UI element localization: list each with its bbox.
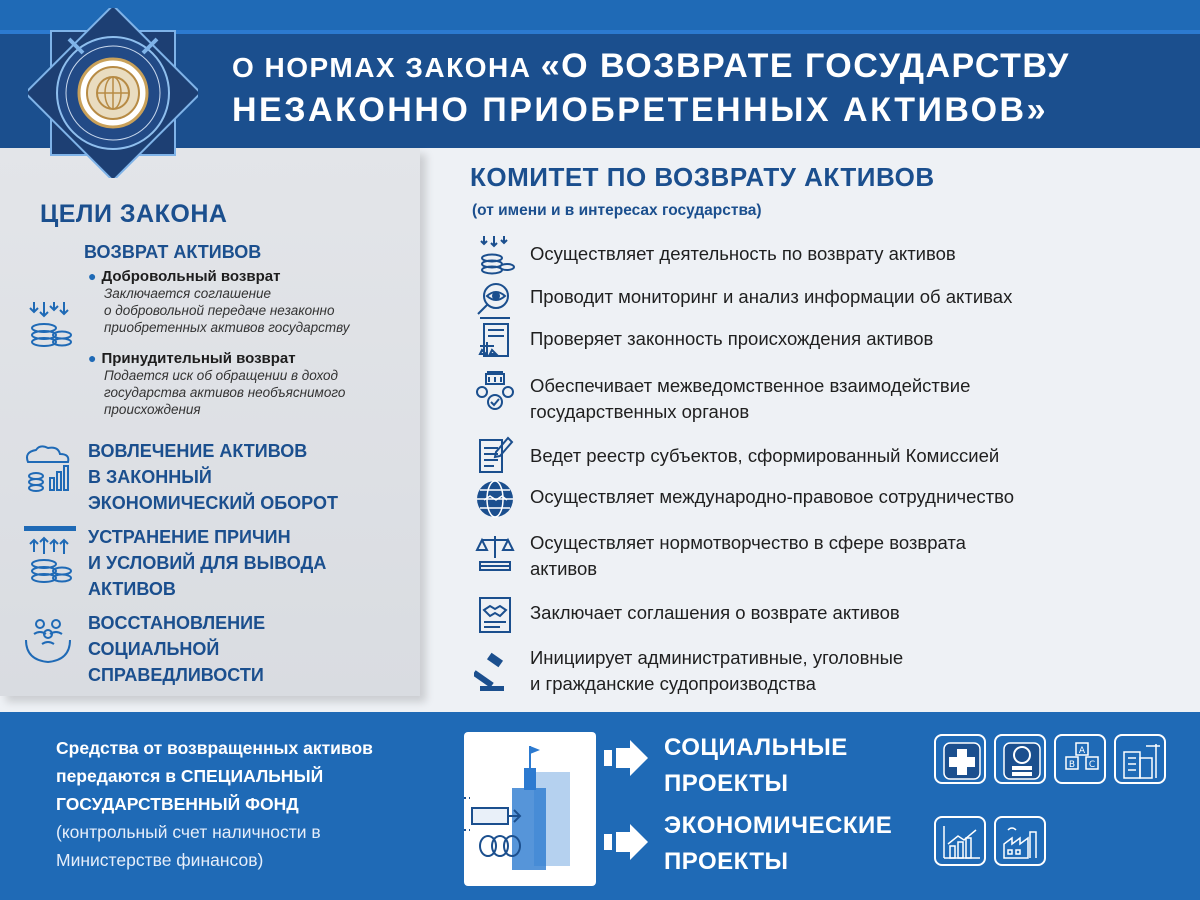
gavel-icon [474,652,516,694]
people-hands-icon [22,614,74,666]
committee-title: КОМИТЕТ ПО ВОЗВРАТУ АКТИВОВ [470,162,935,192]
function-item: Заключает соглашения о возврате активов [530,602,900,623]
svg-text:A: A [1078,746,1086,756]
voluntary-return: ● Добровольный возврат Заключается соглашение о добровольной передаче незаконно приобретенных активов государству [88,268,350,335]
return-title: ВОЗВРАТ АКТИВОВ [84,242,262,262]
outflow-icon [22,534,74,586]
function-item: Проверяет законность происхождения активов [530,328,934,349]
education-globe-icon [994,734,1046,784]
goal-justice: ВОССТАНОВЛЕНИЕ СОЦИАЛЬНОЙ СПРАВЕДЛИВОСТИ [88,613,266,685]
emblem-icon [28,8,198,178]
globe-handshake-icon [474,478,516,520]
fund-illustration [464,732,596,886]
growth-chart-icon [934,816,986,866]
coins-arrows-icon [474,234,516,276]
registry-doc-icon [474,434,516,476]
fund-band [0,712,1200,900]
goal-economy: ВОВЛЕЧЕНИЕ АКТИВОВ В ЗАКОННЫЙ ЭКОНОМИЧЕСКИЙ ОБОРОТ [88,441,338,513]
fund-note: (контрольный счет наличности в Министерстве финансов) [56,822,321,870]
function-item: Проводит мониторинг и анализ информации об активах [530,286,1013,307]
svg-text:C: C [1088,760,1096,770]
function-item: Осуществляет международно-правовое сотрудничество [530,486,1015,507]
function-item: Осуществляет нормотворчество в сфере возврата активов [530,532,966,579]
fund-text [56,734,466,874]
svg-text:B: B [1068,760,1076,770]
abc-blocks-icon [1054,734,1106,784]
coins-arrows-icon [22,298,74,350]
lawmaking-scales-icon [474,532,516,574]
fund-building-icon [464,732,596,886]
medical-cross-icon [934,734,986,784]
economy-icon [22,442,74,494]
goals-panel [0,148,420,696]
function-item: Ведет реестр субъектов, сформированный Комиссией [530,445,1000,466]
committee-subtitle: (от имени и в интересах государства) [472,202,762,219]
forced-head: Принудительный возврат [101,350,296,367]
function-item: Обеспечивает межведомственное взаимодействие государственных органов [530,375,971,422]
forced-return: ● Принудительный возврат Подается иск об обращении в доход государства активов необъяснимого происхождения [88,350,346,417]
title-line-2: НЕЗАКОННО ПРИОБРЕТЕННЫХ АКТИВОВ» [232,91,1049,129]
function-item: Осуществляет деятельность по возврату активов [530,243,956,264]
arrow-right-icon [604,738,650,778]
forced-desc: Подается иск об обращении в доход государства активов необъяснимого происхождения [104,368,346,417]
voluntary-desc: Заключается соглашение о добровольной передаче незаконно приобретенных активов государству [104,286,350,335]
divider-bar [24,526,76,531]
voluntary-head: Добровольный возврат [101,268,281,285]
fund-strong: Средства от возвращенных активов передаются в СПЕЦИАЛЬНЫЙ ГОСУДАРСТВЕННЫЙ ФОНД [56,738,373,814]
title-quote: «О ВОЗВРАТЕ ГОСУДАРСТВУ [540,47,1070,85]
page-title [232,46,1172,132]
construction-building-icon [1114,734,1166,784]
goals-title: ЦЕЛИ ЗАКОНА [40,200,228,228]
goal-outflow: УСТРАНЕНИЕ ПРИЧИН И УСЛОВИЙ ДЛЯ ВЫВОДА АКТИВОВ [88,527,327,599]
agreement-handshake-icon [474,594,516,636]
economic-projects-label: ЭКОНОМИЧЕСКИЕ ПРОЕКТЫ [664,812,893,875]
industry-factory-icon [994,816,1046,866]
arrow-right-icon [604,822,650,862]
social-projects-label: СОЦИАЛЬНЫЕ ПРОЕКТЫ [664,734,848,797]
function-item: Инициирует административные, уголовные и гражданские судопроизводства [530,647,904,694]
gov-building-gears-icon [474,370,516,412]
monitoring-eye-icon [474,278,516,320]
legal-scroll-icon [474,320,516,362]
title-prefix: О НОРМАХ ЗАКОНА [232,52,532,83]
